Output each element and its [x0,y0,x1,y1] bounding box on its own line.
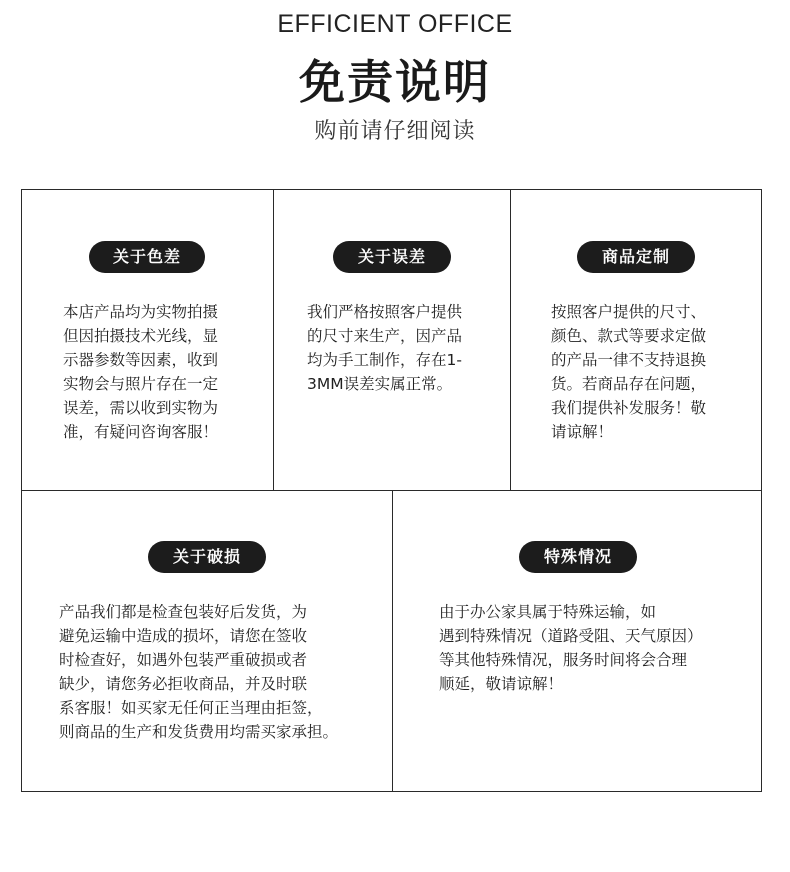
card-custom-products [511,190,761,490]
card-special-circumstances [393,491,761,791]
card-label: 商品定制 [577,241,695,273]
brand-eyebrow: EFFICIENT OFFICE [277,10,513,38]
card-text: 按照客户提供的尺寸、 颜色、款式等要求定做 的产品一律不支持退换 货。若商品存在问题， 我们提供补发服务！敬 请谅解！ [551,303,707,441]
card-color-difference [22,190,273,490]
card-size-error [274,190,510,490]
card-text: 由于办公家具属于特殊运输，如 遇到特殊情况（道路受阻、天气原因） 等其他特殊情况，服务时间将会合理 顺延，敬请谅解！ [439,603,703,693]
card-label: 关于色差 [89,241,205,273]
card-label: 关于破损 [148,541,266,573]
card-label: 关于误差 [333,241,451,273]
card-label: 特殊情况 [519,541,637,573]
card-breakage [22,491,392,791]
page-subtitle: 购前请仔细阅读 [314,119,476,144]
card-text: 产品我们都是检查包装好后发货，为 避免运输中造成的损坏，请您在签收 时检查好，如遇外包装严重破损或者 缺少，请您务必拒收商品，并及时联 系客服！如买家无任何正当理由拒签， 则商品的生产和发货费用均需买家承担。 [59,603,339,741]
card-text: 本店产品均为实物拍摄 但因拍摄技术光线，显 示器参数等因素，收到 实物会与照片存在一定 误差，需以收到实物为 准，有疑问咨询客服！ [63,303,219,441]
disclaimer-grid [21,189,762,792]
page-title: 免责说明 [299,55,491,109]
card-text: 我们严格按照客户提供 的尺寸来生产，因产品 均为手工制作，存在1- 3MM误差实属正常。 [307,303,463,393]
